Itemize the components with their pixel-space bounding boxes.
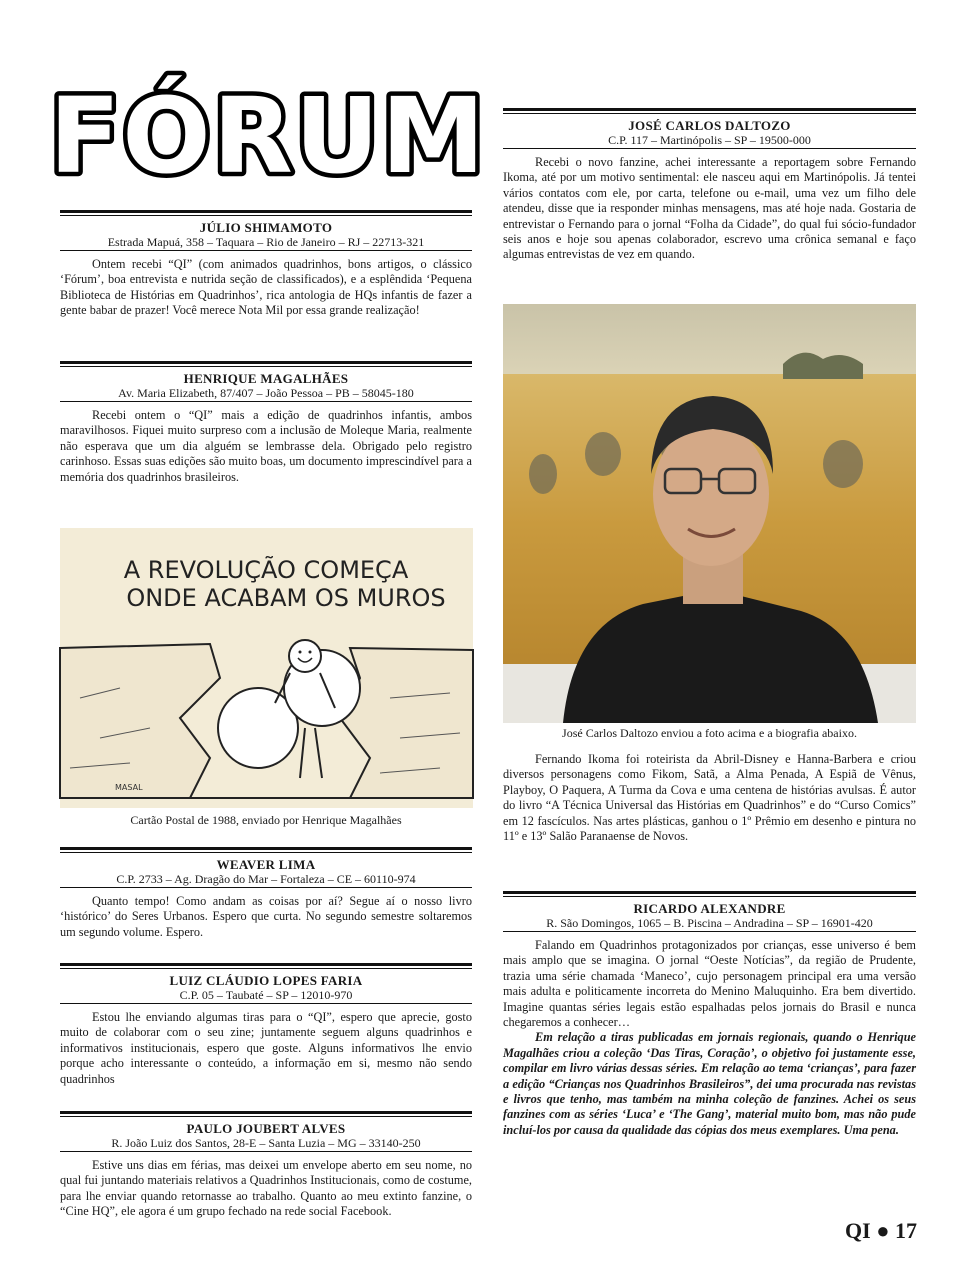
letter-address: C.P. 2733 – Ag. Dragão do Mar – Fortaleza – CE – 60110-974 — [116, 872, 416, 886]
svg-text:FÓRUM: FÓRUM — [49, 75, 487, 197]
letter-address: R. São Domingos, 1065 – B. Piscina – Andradina – SP – 16901-420 — [546, 916, 873, 930]
svg-text:A REVOLUÇÃO COMEÇA: A REVOLUÇÃO COMEÇA — [123, 556, 409, 584]
letter-body: Recebi ontem o “QI” mais a edição de quadrinhos infantis, ambos maravilhosos. Fiquei muito surpreso com a inclusão de Moleque Maria, realmente não esperava que um dia alguém se lembrasse dela. Obrigado pelo registro carinhoso. Essas suas edições são muito boas, um documento imprescindível para a memória dos quadrinhos brasileiros. — [60, 408, 472, 484]
letter-henrique — [60, 361, 472, 485]
editor-reply: Em relação a tiras publicadas em jornais regionais, quando o Henrique Magalhães criou a coleção ‘Das Tiras, Coração’, o objetivo foi justamente esse, compilar em livro várias dessas séries. Em relação ao tema ‘crianças’, para fazer a edição “Crianças nos Quadrinhos Brasileiros”, dei uma procurada nas revistas e livros que tenho, mas também na minha coleção de fanzines. Achei os seus fanzines com as séries ‘Luca’ e ‘The Gang’, material muito bom, mas não pude incluí-los por causa da qualidade das cópias dos meus exemplares. Uma pena. — [503, 1030, 916, 1137]
letter-address: Av. Maria Elizabeth, 87/407 – João Pessoa – PB – 58045-180 — [118, 386, 414, 400]
letter-body: Falando em Quadrinhos protagonizados por crianças, esse universo é bem mais amplo que se imagina. O jornal “Oeste Notícias”, da região de Prudente, trazia uma série chamada ‘Maneco’, cujo personagem principal era uma versão mais adulta e politicamente incorreta do Menino Maluquinho. Era bem divertido. Imagine quantas séries legais estão espalhadas pelos jornais do Brasil e nunca chegaremos a conhecer… — [503, 938, 916, 1030]
photo-caption: José Carlos Daltozo enviou a foto acima e a biografia abaixo. — [562, 726, 857, 740]
letter-luiz — [60, 963, 472, 1087]
letter-author: JÚLIO SHIMAMOTO — [199, 220, 333, 235]
letter-author: RICARDO ALEXANDRE — [633, 901, 786, 916]
letter-author: PAULO JOUBERT ALVES — [186, 1121, 346, 1136]
header-rule — [60, 1111, 472, 1117]
letter-jose — [503, 108, 916, 263]
postcard-image — [60, 528, 473, 808]
letter-address: R. João Luiz dos Santos, 28-E – Santa Luzia – MG – 33140-250 — [111, 1136, 421, 1150]
letter-author: WEAVER LIMA — [216, 857, 316, 872]
letter-author: LUIZ CLÁUDIO LOPES FARIA — [169, 973, 363, 988]
header-rule — [503, 891, 916, 897]
letter-address: C.P. 05 – Taubaté – SP – 12010-970 — [179, 988, 353, 1002]
header-rule — [60, 210, 472, 216]
letter-body: Recebi o novo fanzine, achei interessante a reportagem sobre Fernando Ikoma, até por um motivo sentimental: ele nasceu aqui em Martinópolis. Já tentei vários contatos com ele, por carta, telefone ou e-mail, uma vez um filho dele atendeu, disse que ia responder minhas mensagens, mas até hoje nada. Gostaria de entrevistar o Fernando para o jornal “Folha da Cidade”, do qual fui sócio-fundador seis anos e hoje sou apenas colaborador, escrevo uma crônica semanal e faço algumas entrevistas de vez em quando. — [503, 155, 916, 262]
svg-text:MASAL: MASAL — [115, 783, 143, 792]
ikoma-bio: Fernando Ikoma foi roteirista da Abril-Disney e Hanna-Barbera e criou diversos personagens como Fikom, Satã, a Alma Penada, A Espiã de Vênus, Playboy, O Paquera, A Turma da Cova e uma centena de histórias avulsas. É autor do livro “A Técnica Universal das Histórias em Quadrinhos” e do “Curso Comics” em 12 fascículos. Nas artes plásticas, ganhou o 1º Prêmio em desenho e pintura no 11º e 13º Salão Paranaense de Novos. — [503, 752, 916, 844]
letter-weaver — [60, 847, 472, 940]
letter-paulo — [60, 1111, 472, 1220]
svg-text:ONDE ACABAM OS MUROS: ONDE ACABAM OS MUROS — [126, 584, 446, 612]
header-rule — [60, 963, 472, 969]
letter-body: Quanto tempo! Como andam as coisas por aí? Segue aí o nosso livro ‘histórico’ do Seres Urbanos. Espero que curta. No segundo semestre soltaremos um segundo volume. Espero. — [60, 894, 472, 939]
letter-author: HENRIQUE MAGALHÃES — [183, 371, 349, 386]
letter-ricardo — [503, 891, 916, 1138]
header-rule — [60, 847, 472, 853]
letter-julio — [60, 210, 472, 319]
letter-author: JOSÉ CARLOS DALTOZO — [628, 118, 791, 133]
letter-body: Ontem recebi “QI” (com animados quadrinhos, bons artigos, o clássico ‘Fórum’, boa entrevista e nutrida seção de classificados), e a esplêndida ‘Pequena Biblioteca de Histórias em Quadrinhos’, rica antologia de HQs infantis de fazer a gente babar de prazer! Você merece Nota Mil por essa grande realização! — [60, 257, 472, 318]
header-rule — [503, 108, 916, 114]
letter-body: Estou lhe enviando algumas tiras para o “QI”, espero que aprecie, gosto muito de colaborar com o seu zine; juntamente seguem alguns quadrinhos e informativos institucionais, espero que goste. Alguns informativos lhe envio porque acho interessante o conteúdo, a informação em si, mesmo não sendo quadrinhos — [60, 1010, 472, 1086]
forum-logo — [49, 75, 487, 197]
page-number: QI ● 17 — [845, 1218, 917, 1243]
postcard-caption: Cartão Postal de 1988, enviado por Henrique Magalhães — [130, 813, 402, 827]
header-rule — [60, 361, 472, 367]
letter-address: C.P. 117 – Martinópolis – SP – 19500-000 — [608, 133, 811, 147]
daltozo-photo — [503, 304, 916, 723]
letter-address: Estrada Mapuá, 358 – Taquara – Rio de Janeiro – RJ – 22713-321 — [107, 235, 425, 249]
letter-body: Estive uns dias em férias, mas deixei um envelope aberto em seu nome, no qual fui juntando materiais relativos a Quadrinhos Institucionais, como de costume, para lhe enviar quando retornasse ao trabalho. Quanto ao meu extinto fanzine, o “Cine HQ”, ele agora é um grupo fechado na rede social Facebook. — [60, 1158, 472, 1219]
